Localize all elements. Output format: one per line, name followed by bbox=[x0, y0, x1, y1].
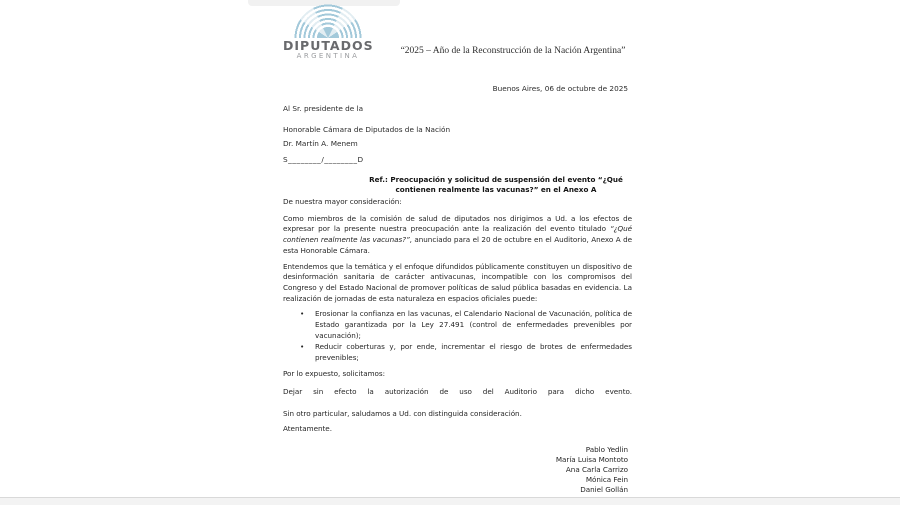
signature-name: Daniel Gollán bbox=[580, 485, 628, 495]
org-subname: ARGENTINA bbox=[296, 52, 360, 60]
diputados-argentina-logo bbox=[283, 3, 373, 61]
paragraph-1 bbox=[283, 214, 632, 257]
hemicycle-logo-icon bbox=[293, 3, 363, 38]
reference-subject: Ref.: Preocupación y solicitud de suspensión del evento “¿Qué contienen realmente las vacunas?” en el Anexo A bbox=[369, 175, 623, 194]
list-item bbox=[300, 342, 632, 363]
letter-body bbox=[283, 197, 632, 496]
recipient-line-2: Honorable Cámara de Diputados de la Nación bbox=[283, 125, 451, 134]
letter-content bbox=[283, 0, 632, 505]
signatures-block bbox=[283, 445, 632, 496]
page-bottom-edge bbox=[0, 497, 900, 505]
list-item bbox=[300, 309, 632, 341]
bullet-2-text: Reducir coberturas y, por ende, incrementar el riesgo de brotes de enfermedades prevenibles; bbox=[315, 342, 632, 363]
signature-name: Mónica Fein bbox=[585, 475, 628, 485]
signature-name: Ana Carla Carrizo bbox=[565, 465, 628, 475]
recipient-line-1: Al Sr. presidente de la bbox=[283, 104, 364, 113]
paragraph-2: Entendemos que la temática y el enfoque difundidos públicamente constituyen un dispositivo de desinformación sanitaria de carácter antivacunas, incompatible con los compromisos del Congreso y del Estado Nacional de promover políticas de salud pública basadas en evidencia. La realización de jornadas de esta naturaleza en espacios oficiales puede: bbox=[283, 261, 632, 303]
date-line: Buenos Aires, 06 de octubre de 2025 bbox=[492, 84, 628, 93]
recipient-sd-line: S________/________D bbox=[283, 155, 364, 164]
signature-name: Pablo Yedlin bbox=[585, 444, 628, 454]
closing-line: Sin otro particular, saludamos a Ud. con distinguida consideración. bbox=[283, 409, 522, 419]
concerns-list bbox=[283, 309, 632, 364]
bullet-1-text: Erosionar la confianza en las vacunas, el Calendario Nacional de Vacunación, política de Estado garantizada por la Ley 27.491 (control de enfermedades prevenibles por vacunación); bbox=[315, 309, 632, 340]
request-intro: Por lo expuesto, solicitamos: bbox=[283, 368, 386, 378]
org-name: DIPUTADOS bbox=[283, 38, 374, 53]
salutation: De nuestra mayor consideración: bbox=[283, 197, 402, 206]
closing-regards: Atentamente. bbox=[283, 423, 332, 433]
recipient-line-3: Dr. Martín A. Menem bbox=[283, 139, 358, 148]
year-motto: “2025 – Año de la Reconstrucción de la Nación Argentina” bbox=[400, 46, 626, 56]
paragraph-1-text: Como miembros de la comisión de salud de diputados nos dirigimos a Ud. a los efectos de expresar por la presente nuestra preocupación ante la realización del evento titulado bbox=[283, 213, 632, 234]
signature-name: María Luisa Montoto bbox=[555, 454, 628, 464]
paragraph-1-tail: , anunciado para el 20 de octubre en el Auditorio, Anexo A de esta Honorable Cámara. bbox=[283, 235, 632, 255]
event-title-italic: “¿Qué contienen realmente las vacunas?” bbox=[283, 224, 632, 245]
request-line: Dejar sin efecto la autorización de uso del Auditorio para dicho evento. bbox=[283, 386, 632, 396]
